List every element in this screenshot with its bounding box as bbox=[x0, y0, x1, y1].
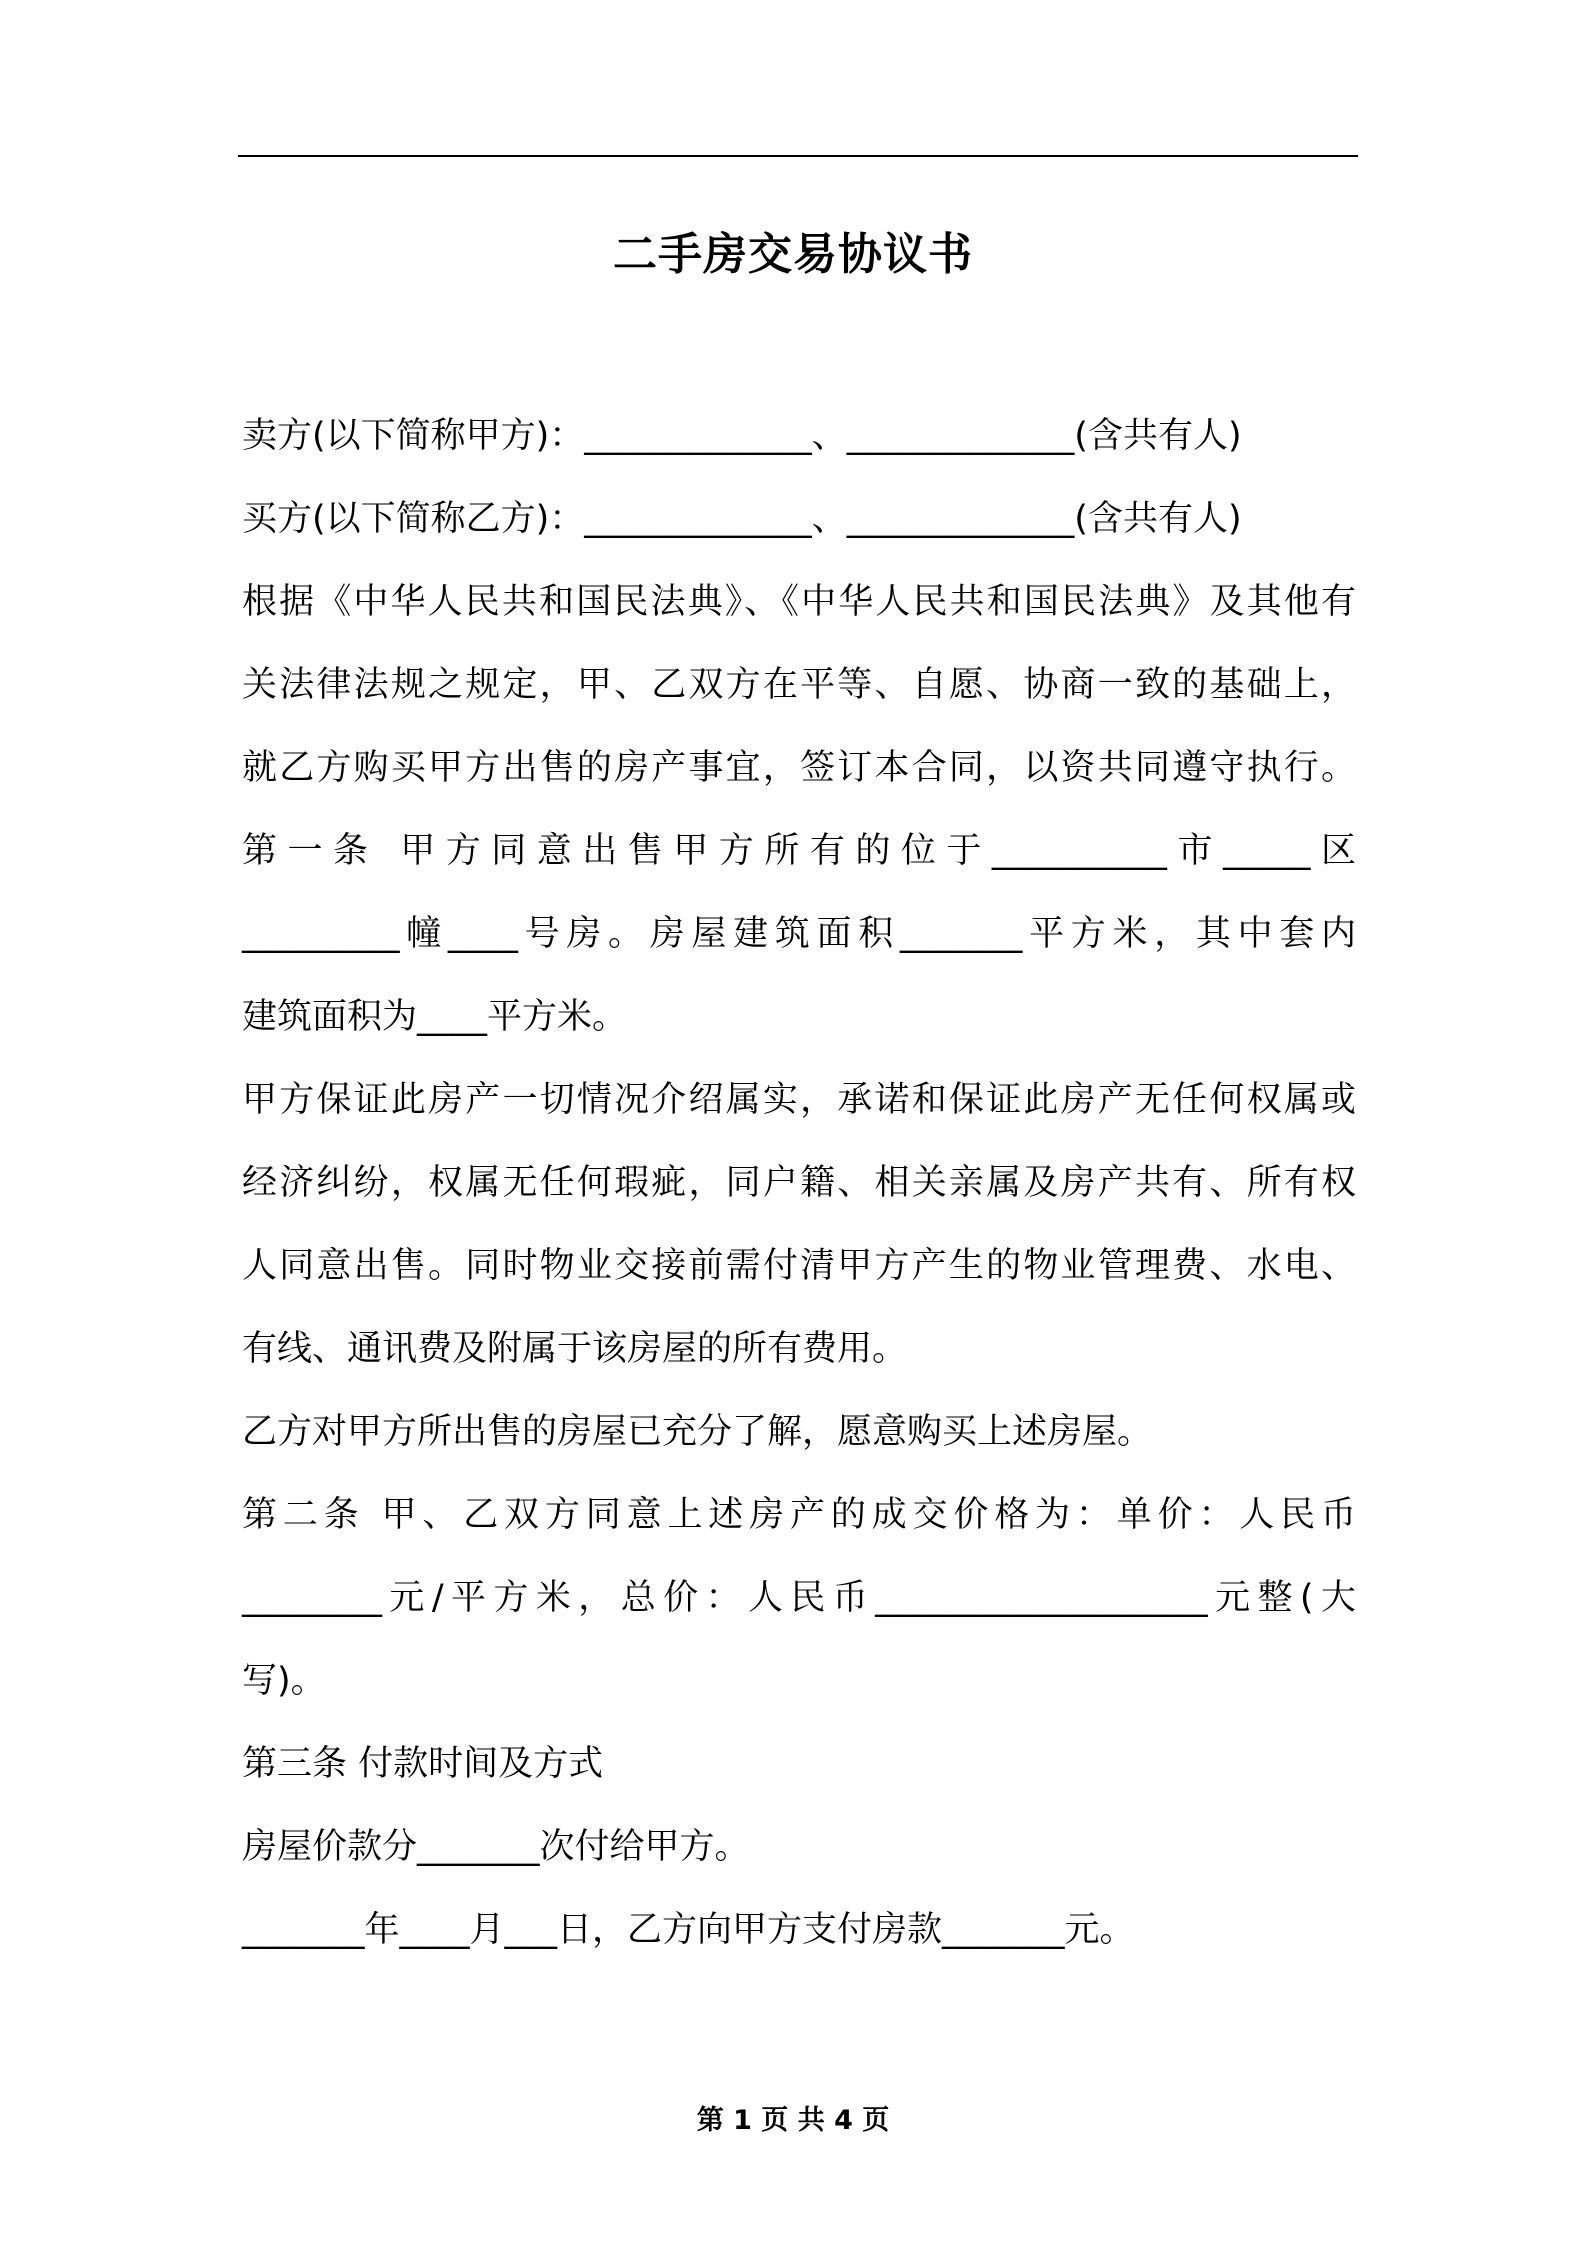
article-2-line: 写)。 bbox=[242, 1661, 326, 1701]
buyer-line: 买方(以下简称乙方)：_____________、_____________(含共有人) bbox=[242, 499, 1242, 539]
article-2-line: ________元/平方米，总价：人民币___________________元整(大 bbox=[242, 1578, 1356, 1618]
payment-date-line: _______年____月___日，乙方向甲方支付房款_______元。 bbox=[242, 1910, 1135, 1950]
body-line: 就乙方购买甲方出售的房产事宜，签订本合同，以资共同遵守执行。 bbox=[242, 748, 1356, 788]
guarantee-line: 有线、通讯费及附属于该房屋的所有费用。 bbox=[242, 1329, 908, 1369]
body-line: 根据《中华人民共和国民法典》、《中华人民共和国民法典》及其他有 bbox=[242, 582, 1356, 622]
document-title: 二手房交易协议书 bbox=[613, 229, 973, 280]
guarantee-line: 经济纠纷，权属无任何瑕疵，同户籍、相关亲属及房产共有、所有权 bbox=[242, 1163, 1356, 1203]
body-line: 关法律法规之规定，甲、乙双方在平等、自愿、协商一致的基础上， bbox=[242, 665, 1356, 705]
article-1-line: 建筑面积为____平方米。 bbox=[242, 997, 628, 1037]
buyer-acknowledge-line: 乙方对甲方所出售的房屋已充分了解，愿意购买上述房屋。 bbox=[242, 1412, 1153, 1452]
guarantee-line: 人同意出售。同时物业交接前需付清甲方产生的物业管理费、水电、 bbox=[242, 1246, 1356, 1286]
seller-line: 卖方(以下简称甲方)：_____________、_____________(含共有人) bbox=[242, 416, 1242, 456]
article-1-line: _________幢____号房。房屋建筑面积_______平方米，其中套内 bbox=[242, 914, 1356, 954]
article-3-heading: 第三条 付款时间及方式 bbox=[242, 1744, 604, 1784]
installments-line: 房屋价款分_______次付给甲方。 bbox=[242, 1827, 750, 1867]
guarantee-line: 甲方保证此房产一切情况介绍属实，承诺和保证此房产无任何权属或 bbox=[242, 1080, 1356, 1120]
article-2-line: 第二条 甲、乙双方同意上述房产的成交价格为：单价：人民币 bbox=[242, 1495, 1356, 1535]
header-rule bbox=[238, 155, 1358, 157]
article-1-line: 第一条 甲方同意出售甲方所有的位于__________市_____区 bbox=[242, 831, 1356, 871]
page-number: 第 1 页 共 4 页 bbox=[696, 2105, 890, 2136]
